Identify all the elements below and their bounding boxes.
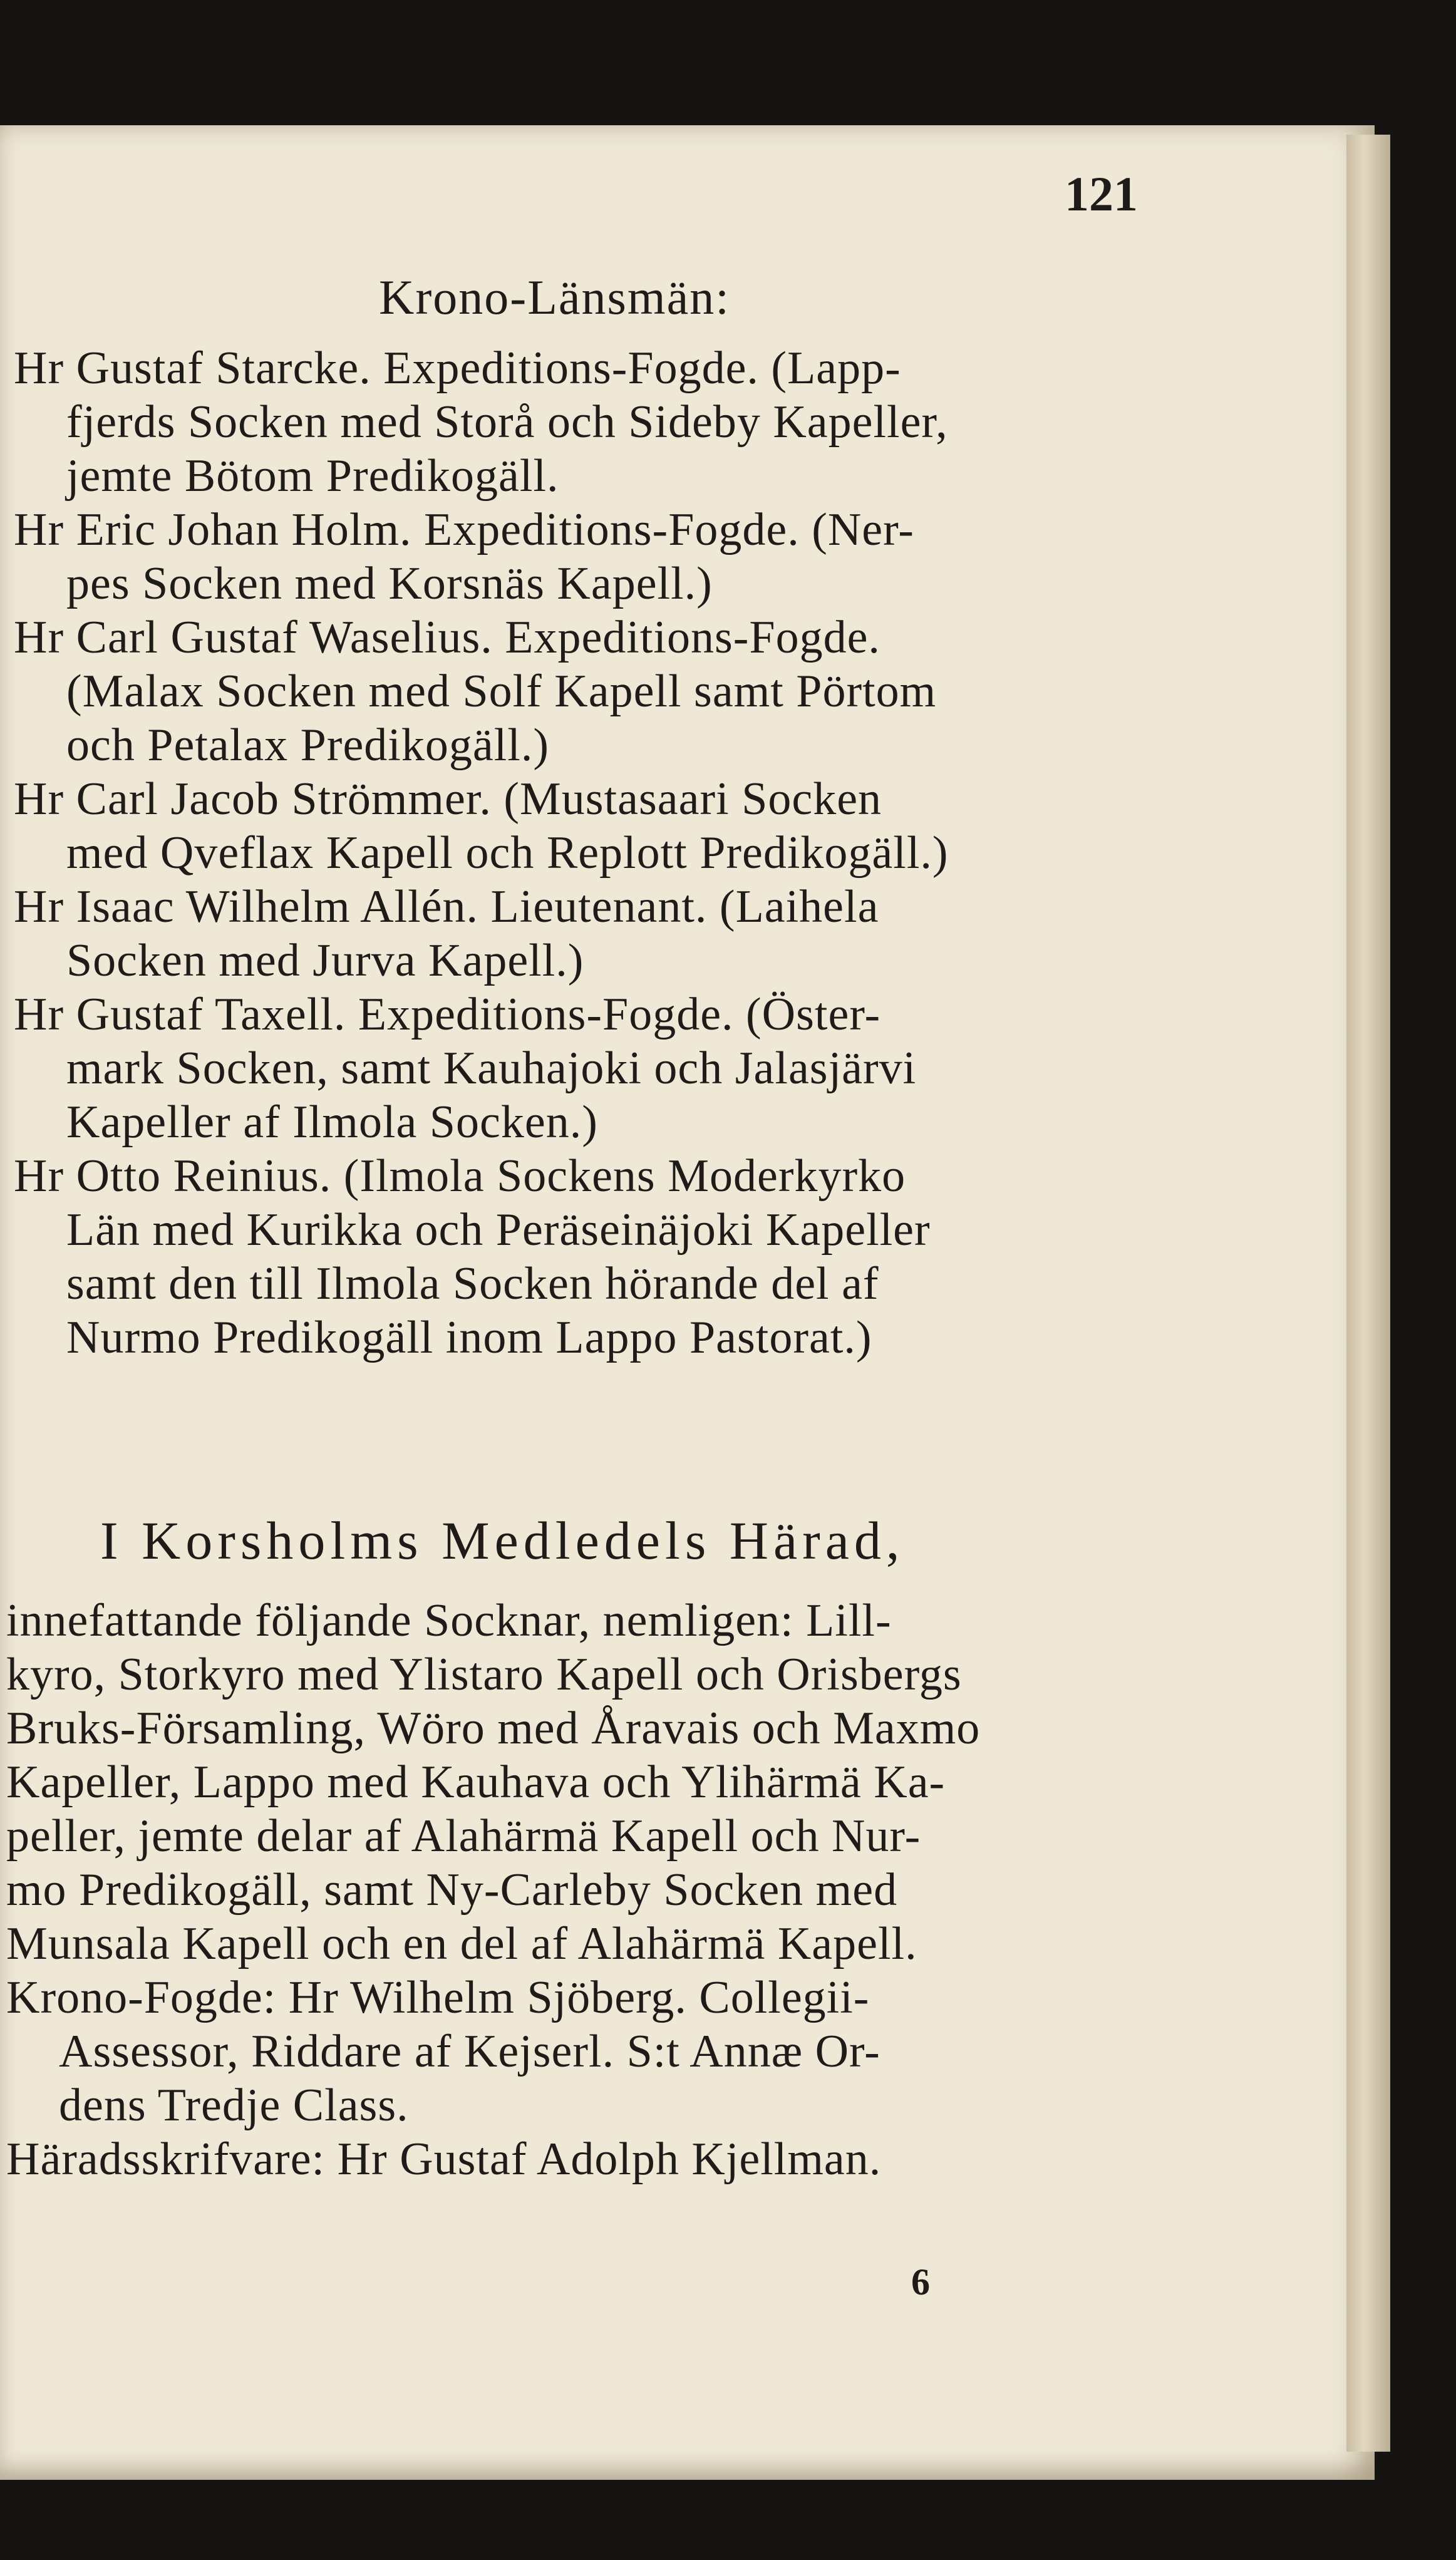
text-line: peller, jemte delar af Alahärmä Kapell och Nur- bbox=[6, 1810, 921, 1862]
text-line: mo Predikogäll, samt Ny-Carleby Socken med bbox=[6, 1864, 898, 1916]
text-line: Bruks-Församling, Wöro med Åravais och Maxmo bbox=[6, 1703, 981, 1754]
text-line: Län med Kurikka och Peräseinäjoki Kapeller bbox=[66, 1204, 931, 1256]
text-line: Hr Otto Reinius. (Ilmola Sockens Moderkyrko bbox=[14, 1150, 906, 1202]
text-line: Krono-Fogde: Hr Wilhelm Sjöberg. Collegii- bbox=[6, 1972, 870, 2023]
text-line: Häradsskrifvare: Hr Gustaf Adolph Kjellman. bbox=[6, 2134, 882, 2185]
text-line: Hr Gustaf Taxell. Expeditions-Fogde. (Öster- bbox=[14, 989, 881, 1040]
section-heading-kronolansman: Krono-Länsmän: bbox=[379, 270, 730, 324]
text-line: kyro, Storkyro med Ylistaro Kapell och Orisbergs bbox=[6, 1649, 962, 1700]
section1-body bbox=[14, 341, 949, 1365]
section-heading-korsholm: I Korsholms Medledels Härad, bbox=[100, 1510, 905, 1571]
text-line: Kapeller, Lappo med Kauhava och Ylihärmä Ka- bbox=[6, 1757, 946, 1808]
text-line: fjerds Socken med Storå och Sideby Kapeller, bbox=[66, 396, 948, 448]
text-line: pes Socken med Korsnäs Kapell.) bbox=[66, 558, 713, 609]
text-line: dens Tredje Class. bbox=[59, 2080, 409, 2131]
text-line: Hr Isaac Wilhelm Allén. Lieutenant. (Laihela bbox=[14, 881, 879, 932]
text-line: mark Socken, samt Kauhajoki och Jalasjärvi bbox=[66, 1043, 917, 1094]
section2-body bbox=[6, 1594, 980, 2186]
text-line: samt den till Ilmola Socken hörande del af bbox=[66, 1258, 879, 1309]
text-line: Hr Carl Jacob Strömmer. (Mustasaari Socken bbox=[14, 773, 882, 825]
text-line: (Malax Socken med Solf Kapell samt Pörtom bbox=[66, 666, 937, 717]
text-line: Hr Eric Johan Holm. Expeditions-Fogde. (Ner- bbox=[14, 504, 914, 555]
text-line: innefattande följande Socknar, nemligen: Lill- bbox=[6, 1595, 892, 1646]
text-line: Kapeller af Ilmola Socken.) bbox=[66, 1097, 598, 1148]
text-line: Munsala Kapell och en del af Alahärmä Kapell. bbox=[6, 1918, 917, 1969]
page-edge bbox=[1346, 135, 1390, 2452]
text-line: och Petalax Predikogäll.) bbox=[66, 720, 549, 771]
text-line: jemte Bötom Predikogäll. bbox=[66, 450, 559, 502]
text-line: Hr Carl Gustaf Waselius. Expeditions-Fogde. bbox=[14, 612, 880, 663]
signature-mark: 6 bbox=[911, 2261, 930, 2303]
text-line: Assessor, Riddare af Kejserl. S:t Annæ Or- bbox=[59, 2026, 880, 2077]
text-line: Nurmo Predikogäll inom Lappo Pastorat.) bbox=[66, 1312, 872, 1363]
text-line: med Qveflax Kapell och Replott Predikogäll.) bbox=[66, 827, 949, 879]
text-line: Hr Gustaf Starcke. Expeditions-Fogde. (Lapp- bbox=[14, 343, 901, 394]
page-number: 121 bbox=[1065, 167, 1138, 221]
text-line: Socken med Jurva Kapell.) bbox=[66, 935, 584, 986]
